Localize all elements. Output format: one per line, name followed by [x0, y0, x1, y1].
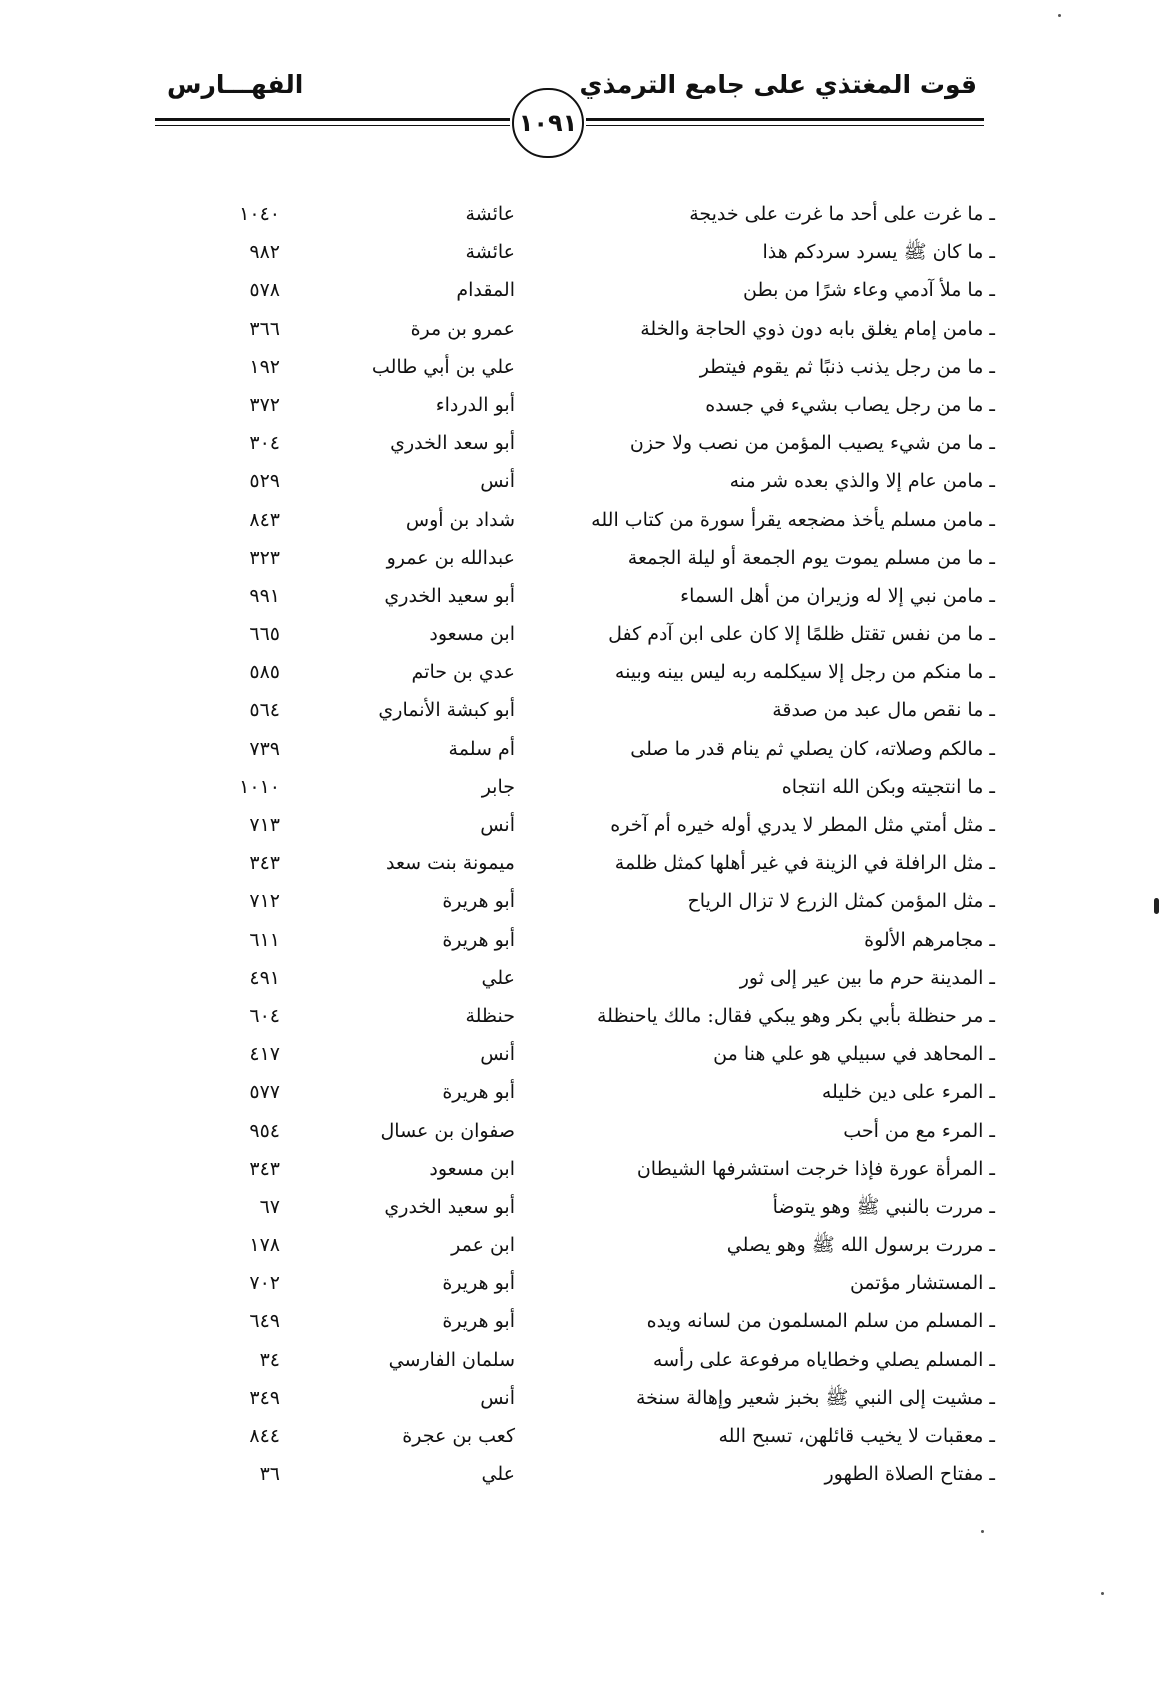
reference-number: ٥٢٩	[249, 470, 280, 493]
reference-number: ٣٦	[259, 1463, 280, 1486]
narrator-name: أبو هريرة	[442, 1081, 515, 1104]
index-row	[220, 1345, 995, 1383]
reference-number: ٣٤٣	[249, 852, 280, 875]
book-title: قوت المغتذي على جامع الترمذي	[579, 70, 977, 99]
hadith-text: ـ ما من نفس تقتل ظلمًا إلا كان على ابن آدم كفل	[608, 623, 995, 646]
reference-number: ٧٣٩	[249, 737, 280, 760]
hadith-text: ـ مثل المؤمن كمثل الزرع لا تزال الرياح	[687, 890, 995, 913]
hadith-text: ـ ما ملأ آدمي وعاء شرًا من بطن	[743, 279, 995, 302]
narrator-name: ابن عمر	[451, 1234, 515, 1257]
hadith-text: ـ المستشار مؤتمن	[849, 1272, 995, 1295]
index-row	[220, 237, 995, 275]
narrator-name: أبو سعيد الخدري	[384, 584, 515, 607]
hadith-text: ـ مفتاح الصلاة الطهور	[824, 1463, 995, 1486]
index-row	[220, 810, 995, 848]
index-row	[220, 886, 995, 924]
reference-number: ٩٨٢	[249, 241, 280, 264]
reference-number: ٣٤	[259, 1348, 280, 1371]
index-row	[220, 695, 995, 733]
hadith-text: ـ المدينة حرم ما بين عير إلى ثور	[739, 966, 995, 989]
narrator-name: جابر	[481, 775, 515, 798]
index-row	[220, 1039, 995, 1077]
narrator-name: عدي بن حاتم	[411, 661, 515, 684]
scan-edge-mark	[1154, 898, 1159, 914]
hadith-text: ـ مر حنظلة بأبي بكر وهو يبكي فقال: مالك ياحنظلة	[596, 1004, 995, 1027]
index-row	[220, 963, 995, 1001]
reference-number: ٣٤٣	[249, 1157, 280, 1180]
index-row	[220, 619, 995, 657]
narrator-name: أنس	[480, 1043, 515, 1066]
narrator-name: عائشة	[465, 241, 515, 264]
narrator-name: علي بن أبي طالب	[371, 355, 515, 378]
index-row	[220, 925, 995, 963]
reference-number: ٥٧٧	[249, 1081, 280, 1104]
hadith-text: ـ مامن إمام يغلق بابه دون ذوي الحاجة والخلة	[640, 317, 995, 340]
index-row	[220, 734, 995, 772]
hadith-text: ـ ما كان ﷺ يسرد سردكم هذا	[762, 241, 995, 264]
narrator-name: أبو سعيد الخدري	[384, 1195, 515, 1218]
index-row	[220, 1154, 995, 1192]
reference-number: ٣٦٦	[249, 317, 280, 340]
narrator-name: أنس	[480, 1386, 515, 1409]
narrator-name: أبو كبشة الأنماري	[378, 699, 515, 722]
index-row	[220, 390, 995, 428]
index-row	[220, 1192, 995, 1230]
hadith-text: ـ معقبات لا يخيب قائلهن، تسبح الله	[718, 1425, 995, 1447]
scan-speck	[1058, 14, 1061, 17]
index-row	[220, 1001, 995, 1039]
hadith-text: ـ المرء مع من أحب	[843, 1119, 995, 1142]
hadith-text: ـ المرء على دين خليله	[821, 1081, 995, 1104]
hadith-text: ـ ما من رجل يذنب ذنبًا ثم يقوم فيتطر	[699, 355, 995, 378]
index-row	[220, 352, 995, 390]
reference-number: ٦٠٤	[249, 1004, 280, 1027]
narrator-name: شداد بن أوس	[405, 508, 515, 531]
narrator-name: كعب بن عجرة	[402, 1425, 515, 1447]
hadith-text: ـ ما انتجيته وبكن الله انتجاه	[781, 775, 995, 798]
reference-number: ٣٤٩	[249, 1386, 280, 1409]
narrator-name: عبدالله بن عمرو	[386, 546, 515, 569]
narrator-name: علي	[481, 966, 515, 989]
hadith-text: ـ المحاهد في سبيلي هو علي هنا من	[713, 1043, 995, 1066]
reference-number: ٣٠٤	[249, 432, 280, 455]
hadith-text: ـ ما من شيء يصيب المؤمن من نصب ولا حزن	[629, 432, 995, 455]
reference-number: ١٧٨	[249, 1234, 280, 1257]
hadith-text: ـ مامن مسلم يأخذ مضجعه يقرأ سورة من كتاب الله	[591, 508, 995, 531]
reference-number: ١٠٤٠	[239, 203, 280, 225]
index-row	[220, 772, 995, 810]
hadith-text: ـ مشيت إلى النبي ﷺ بخبز شعير وإهالة سنخة	[635, 1386, 995, 1409]
narrator-name: ابن مسعود	[429, 623, 515, 646]
reference-number: ٤٩١	[249, 966, 280, 989]
header-rule-right-thin	[586, 125, 984, 126]
index-row	[220, 581, 995, 619]
index-row	[220, 1077, 995, 1115]
narrator-name: أم سلمة	[448, 737, 515, 760]
hadith-text: ـ مامن نبي إلا له وزيران من أهل السماء	[680, 584, 995, 607]
reference-number: ٥٧٨	[249, 279, 280, 302]
reference-number: ٧١٢	[249, 890, 280, 913]
narrator-name: عمرو بن مرة	[410, 317, 515, 340]
reference-number: ٨٤٣	[249, 508, 280, 531]
index-row	[220, 657, 995, 695]
hadith-text: ـ المسلم من سلم المسلمون من لسانه ويده	[646, 1310, 995, 1333]
header-rule-left	[155, 118, 510, 121]
hadith-text: ـ مررت برسول الله ﷺ وهو يصلي	[726, 1234, 995, 1257]
narrator-name: أنس	[480, 470, 515, 493]
index-row	[220, 1421, 995, 1459]
hadith-text: ـ المسلم يصلي وخطاياه مرفوعة على رأسه	[652, 1348, 995, 1371]
reference-number: ٦٤٩	[249, 1310, 280, 1333]
reference-number: ٩٥٤	[249, 1119, 280, 1142]
hadith-text: ـ مثل الرافلة في الزينة في غير أهلها كمثل ظلمة	[614, 852, 995, 875]
narrator-name: عائشة	[465, 203, 515, 225]
reference-number: ٧٠٢	[249, 1272, 280, 1295]
hadith-text: ـ مجامرهم الألوة	[864, 928, 995, 951]
hadith-text: ـ ما من مسلم يموت يوم الجمعة أو ليلة الجمعة	[627, 546, 995, 569]
index-row	[220, 543, 995, 581]
narrator-name: سلمان الفارسي	[388, 1348, 515, 1371]
reference-number: ٦٦٥	[249, 623, 280, 646]
reference-number: ٧١٣	[249, 814, 280, 836]
reference-number: ٨٤٤	[249, 1425, 280, 1447]
narrator-name: أبو الدرداء	[435, 393, 515, 416]
index-row	[220, 428, 995, 466]
page-number-badge: ١٠٩١	[512, 88, 584, 158]
hadith-text: ـ ما منكم من رجل إلا سيكلمه ربه ليس بينه وبينه	[614, 661, 995, 684]
narrator-name: حنظلة	[465, 1004, 515, 1027]
narrator-name: ابن مسعود	[429, 1157, 515, 1180]
narrator-name: أنس	[480, 814, 515, 836]
hadith-index-list	[220, 199, 995, 1497]
index-row	[220, 1268, 995, 1306]
index-row	[220, 848, 995, 886]
narrator-name: علي	[481, 1463, 515, 1486]
index-row	[220, 275, 995, 313]
reference-number: ٣٢٣	[249, 546, 280, 569]
reference-number: ٣٧٢	[249, 393, 280, 416]
narrator-name: صفوان بن عسال	[380, 1119, 515, 1142]
reference-number: ٦١١	[249, 928, 280, 951]
reference-number: ٩٩١	[249, 584, 280, 607]
hadith-text: ـ ما من رجل يصاب بشيء في جسده	[705, 393, 995, 416]
narrator-name: أبو هريرة	[442, 928, 515, 951]
narrator-name: أبو هريرة	[442, 1272, 515, 1295]
index-row	[220, 1459, 995, 1497]
index-row	[220, 314, 995, 352]
scan-speck	[981, 1530, 984, 1533]
header-rule-left-thin	[155, 125, 510, 126]
index-row	[220, 466, 995, 504]
index-row	[220, 1383, 995, 1421]
index-row	[220, 1230, 995, 1268]
reference-number: ٤١٧	[249, 1043, 280, 1066]
narrator-name: أبو سعد الخدري	[390, 432, 515, 455]
hadith-text: ـ ما غرت على أحد ما غرت على خديجة	[689, 203, 995, 225]
reference-number: ٥٨٥	[249, 661, 280, 684]
index-row	[220, 1306, 995, 1344]
narrator-name: المقدام	[456, 279, 515, 302]
index-row	[220, 505, 995, 543]
index-row	[220, 199, 995, 237]
scan-speck	[1101, 1592, 1104, 1595]
reference-number: ٦٧	[259, 1195, 280, 1218]
hadith-text: ـ مثل أمتي مثل المطر لا يدري أوله خيره أم آخره	[610, 814, 995, 836]
narrator-name: أبو هريرة	[442, 1310, 515, 1333]
reference-number: ١٩٢	[249, 355, 280, 378]
hadith-text: ـ مررت بالنبي ﷺ وهو يتوضأ	[772, 1195, 995, 1218]
hadith-text: ـ مالكم وصلاته، كان يصلي ثم ينام قدر ما صلى	[630, 737, 995, 760]
hadith-text: ـ ما نقص مال عبد من صدقة	[772, 699, 995, 722]
reference-number: ١٠١٠	[239, 775, 280, 798]
hadith-text: ـ المرأة عورة فإذا خرجت استشرفها الشيطان	[636, 1157, 995, 1180]
index-row	[220, 1116, 995, 1154]
header-rule-right	[586, 118, 984, 121]
narrator-name: أبو هريرة	[442, 890, 515, 913]
narrator-name: ميمونة بنت سعد	[385, 852, 515, 875]
hadith-text: ـ مامن عام إلا والذي بعده شر منه	[729, 470, 995, 493]
reference-number: ٥٦٤	[249, 699, 280, 722]
section-title: الفهـــارس	[167, 70, 304, 99]
